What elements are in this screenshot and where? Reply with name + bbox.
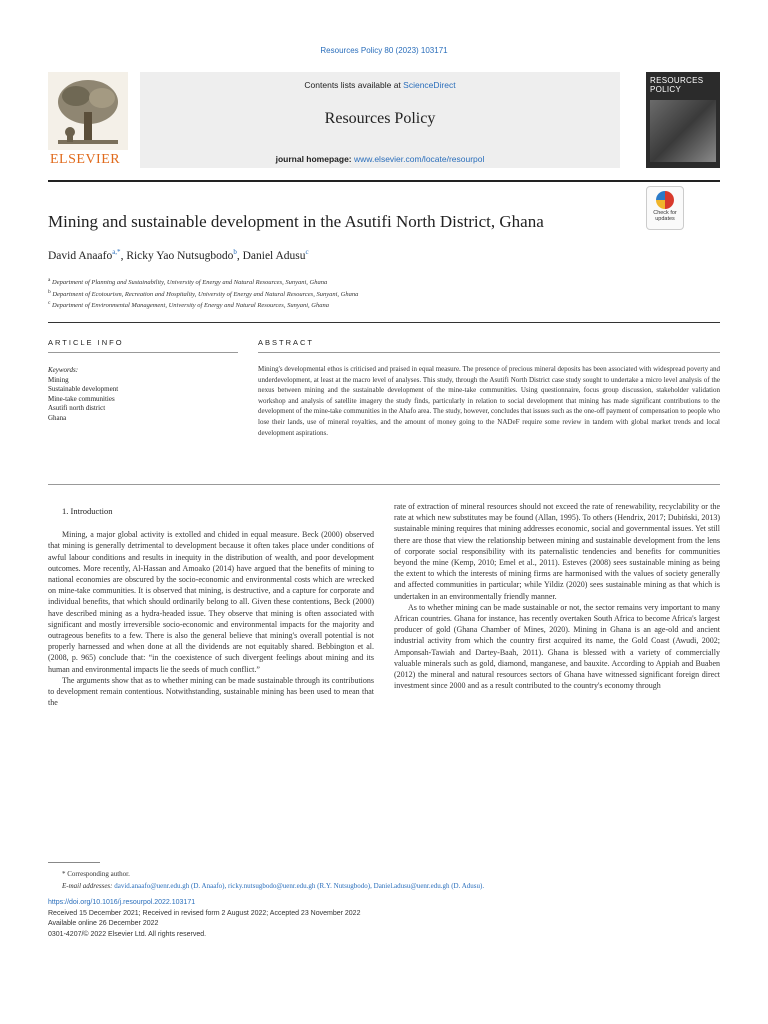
crossmark-line-1: Check for (653, 210, 677, 216)
homepage-link[interactable]: www.elsevier.com/locate/resourpol (354, 154, 485, 164)
body-paragraph: As to whether mining can be made sustainable or not, the sector remains very important to many African countries. Ghana for instance, has recently overtaken South Africa to become Africa's largest producer of gold (Ghana Chamber of Mines, 2020). Mining in Ghana is an age-old and ancient industrial activity from which the country first acquired its name, the Gold Coast (Awudi, 2002; Amponsah-Tawiah and Dartey-Baah, 2011). Ghana is blessed with a variety of commercially valuable minerals such as gold, diamond, manganese, and bauxite. According to Appiah and Buaben (2012) the mineral and natural resources sectors of Ghana have witnessed significant foreign direct investment since 2000 and as a result contributed to the country's economy through (394, 602, 720, 691)
header-divider (48, 180, 720, 182)
email-addresses (48, 880, 720, 892)
affiliation-marker: b (48, 288, 51, 295)
affiliation-text: Department of Planning and Sustainability, University of Energy and Natural Resources, Sunyani, Ghana (52, 279, 328, 287)
cover-image (650, 100, 716, 162)
email-label: E-mail addresses: (62, 882, 113, 890)
body-paragraph: rate of extraction of mineral resources should not exceed the rate of renewability, recyclability or the rate at which new substitutes may be found (Allan, 1995). To others (Hendrix, 2017; Dubiński, 2013) sustainable mining requires that mining addresses economic, social and governmental issues. Yet still there are those that view the relationship between mining and sustainable development from the lens of corporate social responsibility with its paternalistic tendencies and benefits for communities beyond the mine (Kemp, 2010; Emel et al., 2011). Esteves (2008) sees sustainable mining as being the extent to which the interests of mining firms are harmonised with the values of society generally and affected communities in particular; while Yildiz (2020) sees sustainable mining as that which is undertaken in an environmentally friendly manner. (394, 502, 720, 601)
contents-availability (140, 80, 620, 90)
crossmark-line-2: updates (655, 216, 675, 222)
author-affiliation-marker[interactable]: c (305, 248, 309, 256)
author-list: David Anaafo$^{a,*}$, Ricky Yao Nutsugbodo$^b$, Daniel Adusu$^c$ (48, 248, 309, 262)
author-name: Ricky Yao Nutsugbodo (126, 249, 234, 262)
check-for-updates-badge[interactable] (646, 186, 684, 230)
journal-citation[interactable]: Resources Policy 80 (2023) 103171 (320, 46, 448, 55)
journal-header (48, 72, 720, 172)
corresponding-author-note: * Corresponding author. (62, 870, 130, 878)
affiliation-text: Department of Ecotourism, Recreation and Hospitality, University of Energy and Natural Resources, Sunyani, Ghana (52, 290, 359, 298)
author-name: David Anaafo (48, 249, 113, 262)
footnote-divider (48, 862, 100, 863)
elsevier-tree-logo (48, 72, 128, 168)
available-online-date: Available online 26 December 2022 (48, 920, 159, 927)
article-info-heading: ARTICLE INFO (48, 338, 124, 347)
author-affiliation-marker[interactable]: b (233, 248, 237, 256)
abstract-rule (258, 352, 720, 353)
elsevier-wordmark: ELSEVIER (50, 152, 121, 167)
cover-title-line-1: RESOURCES (650, 76, 704, 85)
keyword: Mining (48, 375, 69, 384)
journal-banner (140, 72, 620, 168)
keyword: Ghana (48, 413, 67, 422)
body-paragraph: Mining, a major global activity is extolled and chided in equal measure. Beck (2000) observed that mining is generally detrimental to development because it often takes place under conditions of awful labour conditions and results in inequity in the distribution of wealth, and poor development outcomes. More recently, Al-Hassan and Amoako (2014) have argued that the benefits of mining to national economies are obscured by the socio-economic and environmental costs which are wrecked on mine-take communities. It is observed that mining, is destructive, and a capture for corporate and individual benefits, that which should ordinarily belong to all. Given these contentions, Beck (2000) have described mining as a hydra-headed issue. They observe that mining is often associated with significant and mostly irreversible socio-economic and environmental impacts for the majority and outrageous benefits to a few. There is also the general believe that mining's overall potential is not properly harnessed and when done at all the dividends are not equitably shared. Bebbington et al. (2008, p. 965) conclude that: “in the coexistence of such divergent feelings about mining and its human and environmental impacts lie the seeds of much conflict.” (48, 530, 374, 674)
homepage-label: journal homepage: (275, 154, 352, 164)
received-dates: Received 15 December 2021; Received in revised form 2 August 2022; Accepted 23 November 2022 (48, 909, 361, 917)
keyword: Sustainable development (48, 385, 119, 393)
article-info-rule (48, 352, 238, 353)
affiliation-list (48, 276, 358, 311)
author-affiliation-marker[interactable]: a,* (112, 248, 121, 256)
keyword: Mine-take communities (48, 394, 115, 403)
affiliation (48, 276, 358, 288)
footnotes (48, 868, 720, 892)
email-links[interactable]: david.anaafo@uenr.edu.gh (D. Anaafo), ricky.nutsugbodo@uenr.edu.gh (R.Y. Nutsugbodo), Daniel.adusu@uenr.edu.gh (D. Adusu). (114, 882, 485, 890)
crossmark-icon (656, 191, 674, 209)
front-matter-divider (48, 322, 720, 323)
cover-title (650, 76, 703, 94)
article-title: Mining and sustainable development in the Asutifi North District, Ghana (48, 212, 544, 231)
body-column-left (48, 506, 374, 708)
affiliation-marker: c (48, 300, 51, 307)
publication-info (48, 898, 360, 940)
author-name: Daniel Adusu (242, 249, 306, 262)
contents-prefix: Contents lists available at (304, 80, 404, 90)
keywords-label: Keywords: (48, 366, 79, 374)
journal-cover-thumbnail[interactable] (646, 72, 720, 168)
keyword: Asutifi north district (48, 404, 106, 412)
copyright-notice: 0301-4207/© 2022 Elsevier Ltd. All rights reserved. (48, 930, 207, 938)
abstract-text: Mining's developmental ethos is criticised and praised in equal measure. The presence of precious mineral deposits has been associated with widespread poverty and underdevelopment, at least at the macro level of analyses. This study, through the Asutifi North District case study sought to undertake a micro level analysis of the nexus between mining and the sustainable development of the mine-take communities. Using questionnaire, focus group discussion, stakeholder validation workshop and analysis of satellite imagery the study finds, particularly in relation to social development that mining has made significant contributions to the development of the mine-take communities in the Ahafo area. The study, however, concludes that issues such as the one-off payment of compensation to people who lose their lands, use of mineral royalties, and the amount of money going to the NADeF require some review in tandem with global market trends and local development aspirations. (258, 365, 720, 437)
journal-homepage (140, 154, 620, 164)
crossmark-label (647, 210, 683, 222)
doi-link[interactable]: https://doi.org/10.1016/j.resourpol.2022.103171 (48, 899, 196, 906)
section-heading-introduction: 1. Introduction (62, 506, 113, 516)
body-paragraph: The arguments show that as to whether mining can be made sustainable through its contributions to development remain contentious. Notwithstanding, sustainable mining has been used to mean that the (48, 675, 374, 708)
abstract-heading: ABSTRACT (258, 338, 315, 347)
sciencedirect-link[interactable]: ScienceDirect (403, 80, 456, 90)
cover-title-line-2: POLICY (650, 85, 682, 94)
keywords-block (48, 366, 118, 423)
abstract-bottom-divider (48, 484, 720, 485)
affiliation-marker: a (48, 277, 51, 283)
affiliation (48, 288, 358, 300)
affiliation (48, 299, 358, 311)
body-column-right (394, 501, 720, 691)
affiliation-text: Department of Environmental Management, University of Energy and Natural Resources, Sunyani, Ghana (52, 302, 329, 310)
journal-name: Resources Policy (324, 110, 436, 127)
